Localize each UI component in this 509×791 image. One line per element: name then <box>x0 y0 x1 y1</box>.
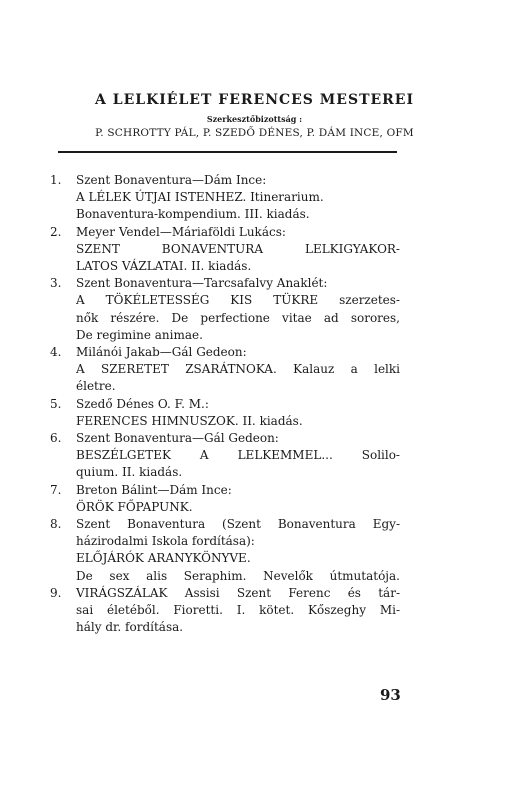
item-line: Meyer Vendel—Máriaföldi Lukács: <box>76 224 286 239</box>
item-line: A LÉLEK ÚTJAI ISTENHEZ. Itinerarium. <box>76 190 324 205</box>
item-number: 4. <box>50 345 62 360</box>
editors-list: P. SCHROTTY PÁL, P. SZEDŐ DÉNES, P. DÁM INCE, OFM <box>95 127 414 139</box>
list-item <box>50 516 400 585</box>
item-line: Szent Bonaventura—Tarcsafalvy Anaklét: <box>76 276 328 291</box>
item-line: FERENCES HIMNUSZOK. II. kiadás. <box>76 413 303 428</box>
item-number: 2. <box>50 224 62 239</box>
item-line: Breton Bálint—Dám Ince: <box>76 482 232 497</box>
item-line: SZENT BONAVENTURA LELKIGYAKOR- <box>76 241 400 256</box>
series-title: A LELKIÉLET FERENCES MESTEREI <box>94 92 415 108</box>
item-line: Szent Bonaventura (Szent Bonaventura Egy- <box>76 517 400 532</box>
item-line: A TÖKÉLETESSÉG KIS TÜKRE szerzetes- <box>76 293 400 308</box>
item-line: A SZERETET ZSARÁTNOKA. Kalauz a lelki <box>76 362 400 377</box>
editorial-committee-label: Szerkesztőbizottság : <box>206 114 303 124</box>
item-line: Bonaventura-kompendium. III. kiadás. <box>76 207 310 222</box>
book-list <box>50 172 400 636</box>
list-item <box>50 585 400 637</box>
item-number: 6. <box>50 431 62 446</box>
item-line: Szedő Dénes O. F. M.: <box>76 396 209 411</box>
list-item <box>50 172 400 224</box>
list-item <box>50 482 400 516</box>
item-line: hály dr. fordítása. <box>76 620 184 635</box>
item-line: LATOS VÁZLATAI. II. kiadás. <box>76 259 252 274</box>
item-number: 1. <box>50 173 62 187</box>
item-line: ELŐJÁRÓK ARANYKÖNYVE. <box>76 551 251 566</box>
item-line: életre. <box>76 379 116 394</box>
item-line: Milánói Jakab—Gál Gedeon: <box>76 345 247 360</box>
item-number: 7. <box>50 482 62 497</box>
item-line: De regimine animae. <box>76 327 203 342</box>
item-number: 5. <box>50 396 62 411</box>
item-line: házirodalmi Iskola fordítása): <box>76 534 255 549</box>
list-item <box>50 224 400 276</box>
item-line: Szent Bonaventura—Gál Gedeon: <box>76 431 279 446</box>
item-number: 9. <box>50 585 62 600</box>
item-line: nők részére. De perfectione vitae ad sorores, <box>76 310 400 325</box>
item-line: sai életéből. Fioretti. I. kötet. Kőszeghy Mi- <box>76 603 400 618</box>
page-number: 93 <box>380 686 401 704</box>
list-item <box>50 344 400 396</box>
item-line: Szent Bonaventura—Dám Ince: <box>76 173 267 187</box>
item-line: De sex alis Seraphim. Nevelők útmutatója. <box>76 568 400 583</box>
item-line: VIRÁGSZÁLAK Assisi Szent Ferenc és tár- <box>76 585 400 600</box>
item-number: 3. <box>50 276 62 291</box>
header-divider <box>58 151 397 153</box>
item-line: BESZÉLGETEK A LELKEMMEL... Solilo- <box>76 448 400 463</box>
list-item <box>50 430 400 482</box>
list-item <box>50 396 400 430</box>
list-item <box>50 275 400 344</box>
item-number: 8. <box>50 517 62 532</box>
item-line: quium. II. kiadás. <box>76 465 183 480</box>
item-line: ÖRÖK FŐPAPUNK. <box>76 499 193 514</box>
